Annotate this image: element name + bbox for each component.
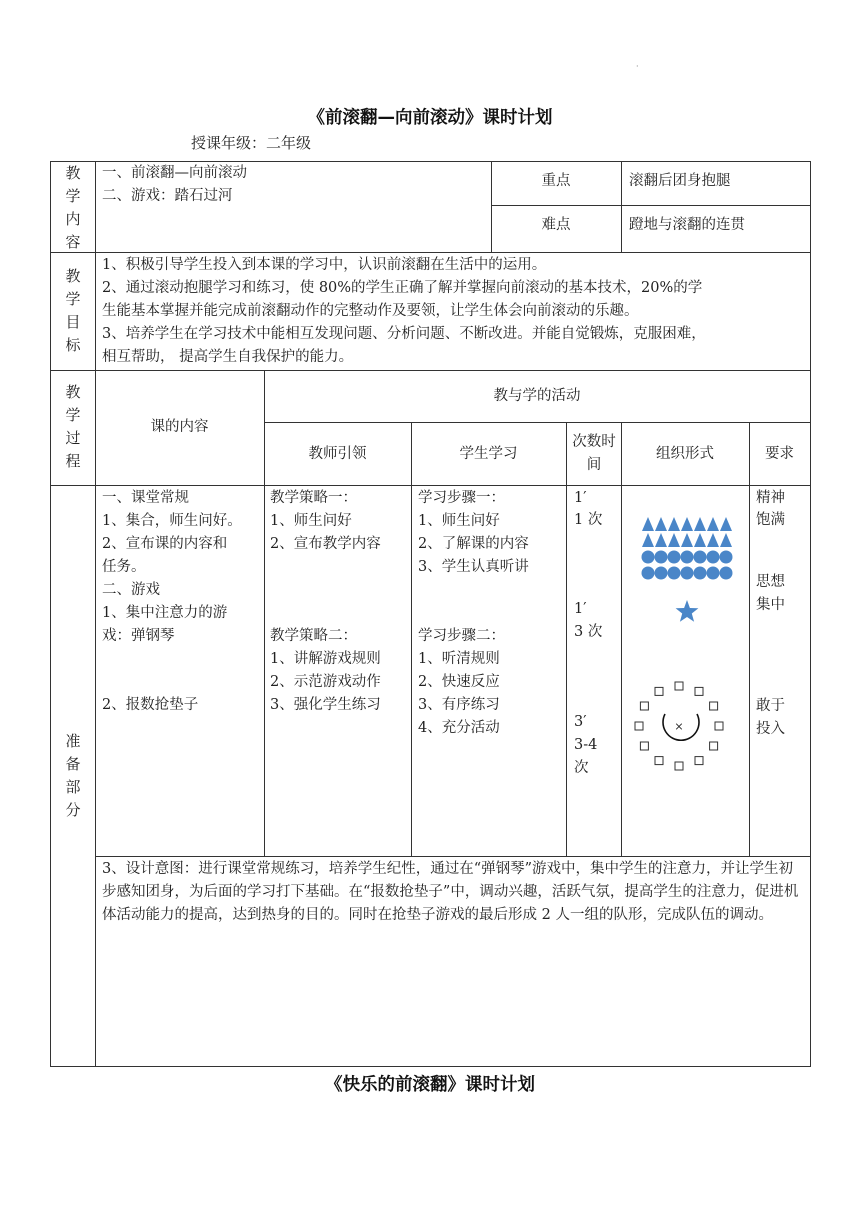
formation-triangle xyxy=(694,517,706,531)
formation-triangle xyxy=(694,533,706,547)
requirement-item-1: 精神 xyxy=(756,490,785,506)
formation-triangle xyxy=(707,517,719,531)
teacher-line-2: 1、师生问好 xyxy=(270,513,352,529)
prep-line-4: 任务。 xyxy=(102,559,146,575)
teacher-line-1: 教学策略一： xyxy=(270,490,357,506)
corner-dot: · xyxy=(636,62,639,71)
organization-diagram xyxy=(621,486,749,856)
mat-square xyxy=(655,757,663,765)
formation-circle xyxy=(655,551,668,564)
mat-square xyxy=(695,757,703,765)
requirement-item-4: 集中 xyxy=(756,597,785,613)
mat-square xyxy=(715,722,723,730)
difficulty-label: 难点 xyxy=(541,217,571,233)
goal-line-2: 2、通过滚动抱腿学习和练习，使 80%的学生正确了解并掌握向前滚动的基本技术，20%的学 xyxy=(102,280,703,296)
prep-line-2: 1、集合，师生问好。 xyxy=(102,513,242,529)
student-line-10: 3、有序练习 xyxy=(418,697,500,713)
formation-circle xyxy=(642,551,655,564)
student-line-3: 2、了解课的内容 xyxy=(418,536,529,552)
mat-square xyxy=(655,687,663,695)
mat-square xyxy=(635,722,643,730)
formation-circle xyxy=(655,567,668,580)
mat-square xyxy=(675,682,683,690)
prep-line-7: 戏：弹钢琴 xyxy=(102,628,175,644)
col-count: 次数时间 xyxy=(572,434,616,473)
prep-line-5: 二、游戏 xyxy=(102,582,160,598)
formation-circle xyxy=(720,551,733,564)
student-line-11: 4、充分活动 xyxy=(418,720,500,736)
requirement-item-5: 敢于 xyxy=(756,698,785,714)
teacher-line-9: 2、示范游戏动作 xyxy=(270,674,381,690)
formation-circle xyxy=(707,551,720,564)
formation-circle xyxy=(681,551,694,564)
content-label: 教学内容 xyxy=(65,164,81,251)
formation-triangle xyxy=(681,533,693,547)
formation-circle xyxy=(707,567,720,580)
formation-circle xyxy=(694,567,707,580)
formation-triangle xyxy=(668,533,680,547)
student-line-4: 3、学生认真听讲 xyxy=(418,559,529,575)
mat-square xyxy=(710,742,718,750)
mat-square xyxy=(695,687,703,695)
formation-circle xyxy=(681,567,694,580)
formation-circle xyxy=(694,551,707,564)
key-point-label: 重点 xyxy=(541,173,571,189)
teacher-line-7: 教学策略二： xyxy=(270,628,357,644)
count-item-2: 1 次 xyxy=(574,512,603,528)
formation-triangle xyxy=(655,517,667,531)
col-teacher: 教师引领 xyxy=(308,446,367,462)
goal-line-4: 3、培养学生在学习技术中能相互发现问题、分析问题、不断改进。并能自觉锻炼，克服困难， xyxy=(102,326,706,342)
mat-square xyxy=(640,702,648,710)
goal-line-5: 相互帮助， 提高学生自我保护的能力。 xyxy=(102,349,354,365)
grade-label: 授课年级：二年级 xyxy=(191,134,312,152)
prep-line-1: 一、课堂常规 xyxy=(102,490,189,506)
formation-triangle xyxy=(655,533,667,547)
goal-line-3: 生能基本掌握并能完成前滚翻动作的完整动作及要领，让学生体会向前滚动的乐趣。 xyxy=(102,303,639,319)
mat-square xyxy=(710,702,718,710)
formation-triangle xyxy=(707,533,719,547)
formation-circle xyxy=(642,567,655,580)
formation-triangle xyxy=(642,533,654,547)
teacher-line-8: 1、讲解游戏规则 xyxy=(270,651,381,667)
formation-triangle xyxy=(681,517,693,531)
teacher-line-10: 3、强化学生练习 xyxy=(270,697,381,713)
teacher-star xyxy=(676,600,699,622)
formation-circle xyxy=(668,567,681,580)
goals-label: 教学目标 xyxy=(65,267,81,354)
student-line-2: 1、师生问好 xyxy=(418,513,500,529)
process-label: 教学过程 xyxy=(65,383,81,470)
goal-line-1: 1、积极引导学生投入到本课的学习中，认识前滚翻在生活中的运用。 xyxy=(102,257,547,273)
student-line-1: 学习步骤一： xyxy=(418,490,505,506)
content-line-1: 一、前滚翻—向前滚动 xyxy=(102,165,247,181)
count-item-3: 1′ xyxy=(574,601,587,617)
prep-label: 准备部分 xyxy=(65,732,81,819)
mat-square xyxy=(640,742,648,750)
student-line-8: 1、听清规则 xyxy=(418,651,500,667)
count-item-6: 3-4 xyxy=(574,737,598,753)
next-page-title: 《快乐的前滚翻》课时计划 xyxy=(325,1075,535,1095)
requirement-item-2: 饱满 xyxy=(756,512,785,528)
student-line-9: 2、快速反应 xyxy=(418,674,500,690)
formation-triangle xyxy=(720,533,732,547)
col-student: 学生学习 xyxy=(459,446,518,462)
prep-line-3: 2、宣布课的内容和 xyxy=(102,536,228,552)
formation-circle xyxy=(668,551,681,564)
key-point-value: 滚翻后团身抱腿 xyxy=(629,173,731,189)
formation-triangle xyxy=(720,517,732,531)
count-item-7: 次 xyxy=(574,760,589,776)
center-mark: × xyxy=(674,720,684,733)
activity-header: 教与学的活动 xyxy=(493,388,581,404)
formation-triangle xyxy=(668,517,680,531)
content-line-2: 二、游戏：踏石过河 xyxy=(102,188,233,204)
difficulty-value: 蹬地与滚翻的连贯 xyxy=(629,217,745,233)
requirement-item-6: 投入 xyxy=(756,721,785,737)
formation-circle xyxy=(720,567,733,580)
prep-line-10: 2、报数抢垫子 xyxy=(102,697,199,713)
mat-square xyxy=(675,762,683,770)
student-line-7: 学习步骤二： xyxy=(418,628,505,644)
count-item-1: 1′ xyxy=(574,490,587,506)
col-org: 组织形式 xyxy=(656,446,714,462)
prep-line-6: 1、集中注意力的游 xyxy=(102,605,228,621)
page-title: 《前滚翻—向前滚动》课时计划 xyxy=(307,108,553,128)
count-item-4: 3 次 xyxy=(574,624,603,640)
col-req: 要求 xyxy=(765,446,794,462)
count-item-5: 3′ xyxy=(574,714,587,730)
design-intent: 3、设计意图：进行课堂常规练习，培养学生纪性，通过在“弹钢琴”游戏中，集中学生的注意力，并让学生初步感知团身，为后面的学习打下基础。在“报数抢垫子”中，调动兴趣，活跃气氛，提高学生的注意力，促进机体活动能力的提高，达到热身的目的。同时在抢垫子游戏的最后形成 2 人一组的队形，完成队伍的调动。 xyxy=(102,861,799,923)
course-content-header: 课的内容 xyxy=(150,419,209,435)
teacher-line-3: 2、宣布教学内容 xyxy=(270,536,381,552)
formation-triangle xyxy=(642,517,654,531)
requirement-item-3: 思想 xyxy=(756,574,785,590)
